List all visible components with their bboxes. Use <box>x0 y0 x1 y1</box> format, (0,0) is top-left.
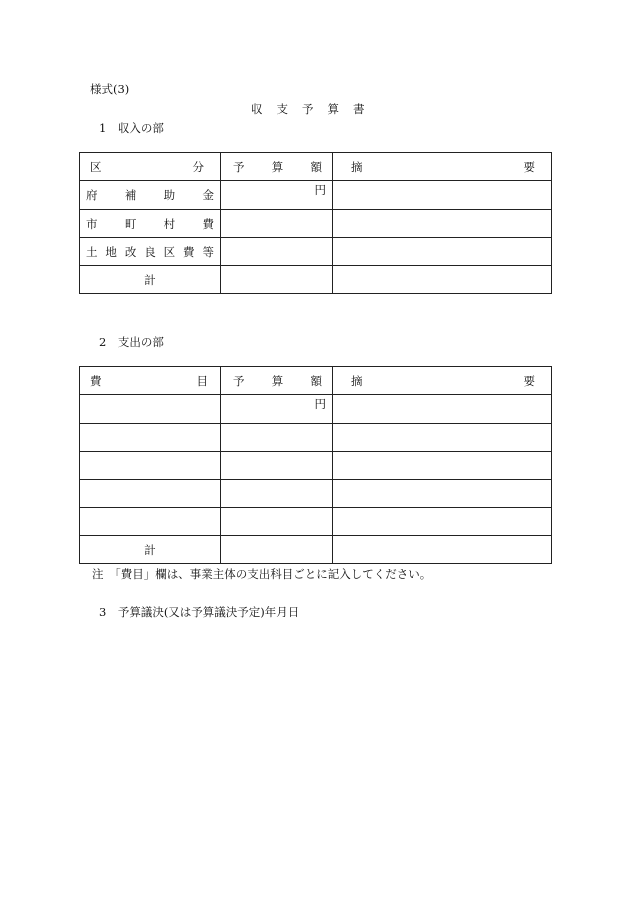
expense-note: 注 「費目」欄は、事業主体の支出科目ごとに記入してください。 <box>92 567 432 581</box>
himoku-cell <box>80 480 221 508</box>
income-section-heading: 1 収入の部 <box>99 121 164 135</box>
amount-cell <box>221 210 333 238</box>
tekiyo-cell <box>333 395 552 424</box>
expense-row <box>80 508 552 536</box>
income-row-prefecture-subsidy <box>80 181 552 210</box>
header-budget-amount: 予 算 額 <box>221 153 333 181</box>
amount-cell <box>221 508 333 536</box>
expense-table <box>79 366 552 564</box>
header-budget-amount: 予 算 額 <box>221 367 333 395</box>
header-himoku: 費 目 <box>80 367 221 395</box>
total-label: 計 <box>80 266 221 294</box>
amount-cell <box>221 536 333 564</box>
income-table <box>79 152 552 294</box>
expense-section-heading: 2 支出の部 <box>99 335 164 349</box>
resolution-date-heading: 3 予算議決(又は予算議決予定)年月日 <box>99 605 300 619</box>
row-label: 市 町 村 費 <box>80 210 221 238</box>
row-label: 土 地 改 良 区 費 等 <box>80 238 221 266</box>
header-kubun: 区 分 <box>80 153 221 181</box>
form-label: 様式(3) <box>90 82 130 96</box>
total-label: 計 <box>80 536 221 564</box>
tekiyo-cell <box>333 536 552 564</box>
himoku-cell <box>80 395 221 424</box>
yen-unit: 円 <box>221 395 333 424</box>
header-tekiyo: 摘 要 <box>333 153 552 181</box>
tekiyo-cell <box>333 210 552 238</box>
himoku-cell <box>80 508 221 536</box>
document-title: 収支予算書 <box>251 102 379 116</box>
tekiyo-cell <box>333 266 552 294</box>
income-row-land-improvement <box>80 238 552 266</box>
amount-cell <box>221 480 333 508</box>
header-tekiyo: 摘 要 <box>333 367 552 395</box>
expense-row <box>80 480 552 508</box>
amount-cell <box>221 266 333 294</box>
tekiyo-cell <box>333 480 552 508</box>
expense-total-row <box>80 536 552 564</box>
amount-cell <box>221 424 333 452</box>
tekiyo-cell <box>333 238 552 266</box>
expense-row <box>80 395 552 424</box>
income-row-municipal-cost <box>80 210 552 238</box>
income-total-row <box>80 266 552 294</box>
tekiyo-cell <box>333 181 552 210</box>
yen-unit: 円 <box>221 181 333 210</box>
expense-row <box>80 424 552 452</box>
tekiyo-cell <box>333 452 552 480</box>
row-label: 府 補 助 金 <box>80 181 221 210</box>
income-header-row <box>80 153 552 181</box>
tekiyo-cell <box>333 424 552 452</box>
expense-row <box>80 452 552 480</box>
himoku-cell <box>80 424 221 452</box>
amount-cell <box>221 452 333 480</box>
tekiyo-cell <box>333 508 552 536</box>
amount-cell <box>221 238 333 266</box>
himoku-cell <box>80 452 221 480</box>
expense-header-row <box>80 367 552 395</box>
